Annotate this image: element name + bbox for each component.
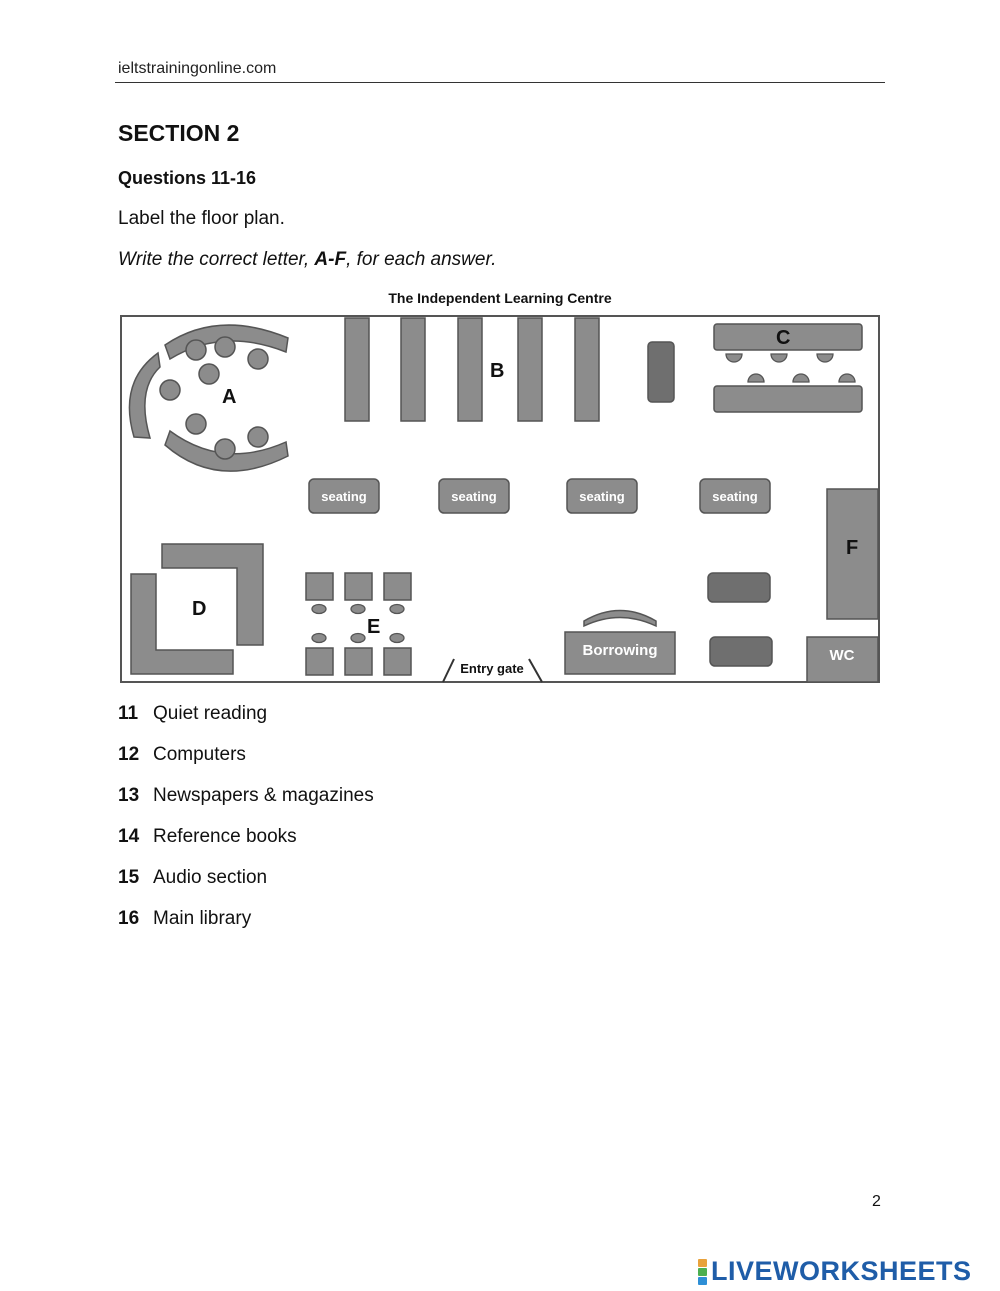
seating-block-4 bbox=[700, 479, 770, 513]
question-number: 11 bbox=[118, 703, 139, 724]
question-item bbox=[118, 744, 246, 766]
question-text: Audio section bbox=[153, 867, 268, 888]
label-d: D bbox=[192, 598, 207, 620]
label-c: C bbox=[776, 327, 791, 349]
question-number: 13 bbox=[118, 785, 140, 806]
area-f bbox=[827, 489, 878, 619]
label-b: B bbox=[490, 360, 505, 382]
wc-label: WC bbox=[829, 647, 855, 664]
question-number: 14 bbox=[118, 826, 140, 847]
logo-block-2 bbox=[698, 1268, 707, 1276]
small-unit bbox=[648, 342, 674, 402]
questions-heading: Questions 11-16 bbox=[118, 168, 257, 188]
question-text: Newspapers & magazines bbox=[153, 785, 374, 806]
seating-label-3: seating bbox=[579, 489, 625, 504]
question-item bbox=[118, 826, 297, 848]
seating-block-2 bbox=[439, 479, 509, 513]
section-title: SECTION 2 bbox=[118, 120, 240, 146]
seating-label-2: seating bbox=[451, 489, 497, 504]
floor-plan bbox=[118, 312, 882, 688]
label-a: A bbox=[222, 386, 237, 408]
desk-lower bbox=[710, 637, 772, 666]
question-number: 15 bbox=[118, 867, 140, 888]
question-text: Computers bbox=[153, 744, 246, 765]
question-number: 16 bbox=[118, 908, 140, 929]
label-e: E bbox=[367, 616, 381, 638]
question-text: Quiet reading bbox=[153, 703, 268, 724]
question-item bbox=[118, 785, 374, 807]
page-number: 2 bbox=[872, 1193, 881, 1210]
borrowing-label: Borrowing bbox=[582, 642, 658, 659]
wc bbox=[807, 637, 878, 682]
liveworksheets-logo[interactable] bbox=[698, 1256, 972, 1287]
logo-block-1 bbox=[698, 1259, 707, 1267]
site-url: ieltstrainingonline.com bbox=[118, 60, 277, 77]
question-number: 12 bbox=[118, 744, 140, 765]
header-rule bbox=[115, 82, 885, 83]
seating-block-1 bbox=[309, 479, 379, 513]
floor-plan-title: The Independent Learning Centre bbox=[388, 290, 612, 306]
entry-gate-label: Entry gate bbox=[460, 661, 524, 676]
instruction-italic-before: Write the correct letter, bbox=[118, 249, 315, 270]
question-text: Reference books bbox=[153, 826, 297, 847]
logo-blocks-icon bbox=[698, 1259, 707, 1285]
instruction-italic-bold: A-F bbox=[314, 249, 347, 270]
seating-block-3 bbox=[567, 479, 637, 513]
seating-label-1: seating bbox=[321, 489, 367, 504]
seating-label-4: seating bbox=[712, 489, 758, 504]
logo-text: LIVEWORKSHEETS bbox=[711, 1256, 972, 1286]
question-text: Main library bbox=[153, 908, 252, 929]
question-item bbox=[118, 703, 267, 725]
question-item bbox=[118, 908, 251, 930]
instruction-italic-after: , for each answer. bbox=[346, 249, 497, 270]
logo-block-3 bbox=[698, 1277, 707, 1285]
instruction-italic bbox=[118, 249, 496, 271]
desk-upper bbox=[708, 573, 770, 602]
question-item bbox=[118, 867, 267, 889]
instruction: Label the floor plan. bbox=[118, 208, 285, 229]
label-f: F bbox=[846, 537, 859, 559]
